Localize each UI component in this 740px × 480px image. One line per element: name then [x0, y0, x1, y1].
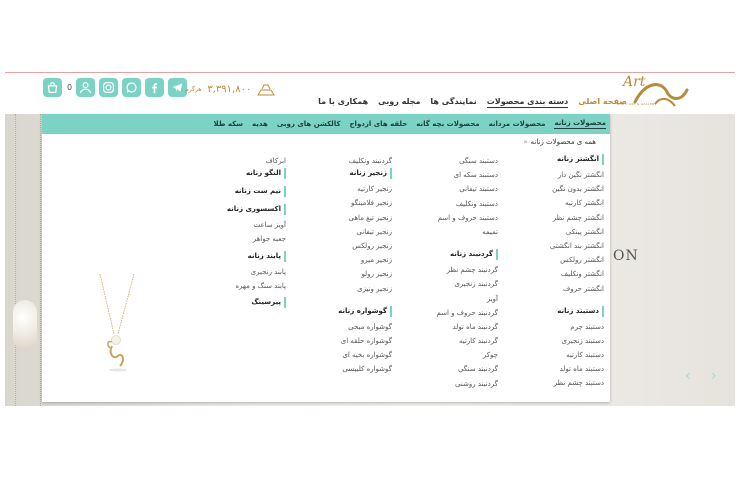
menu-link[interactable]: انگشتر چشم نظر [552, 213, 604, 222]
logo-subtitle: ROUYI ART & GALLERY [617, 102, 657, 106]
menu-col-rings-bracelets [518, 154, 604, 391]
nav-cooperation[interactable]: همکاری با ما [318, 97, 369, 106]
menu-col-bracelets-necklaces [402, 154, 498, 391]
all-women-link[interactable] [523, 138, 596, 146]
cat-men[interactable]: محصولات مردانه [488, 120, 546, 128]
menu-link[interactable]: دستبند حروف و اسم [437, 213, 498, 222]
menu-link[interactable]: گردنبند حروف و اسم [436, 308, 498, 317]
menu-link[interactable]: دستبند سنگی [459, 157, 498, 165]
menu-link[interactable]: دستبند زنجیری [561, 336, 604, 345]
slider-prev-icon[interactable]: ‹ [685, 368, 691, 384]
cat-kids[interactable]: محصولات بچه گانه [416, 120, 480, 128]
menu-link[interactable]: دستبند ماه تولد [559, 365, 604, 374]
heading-earrings[interactable]: گوشواره زنانه [302, 306, 392, 317]
cart-count: 0 [67, 83, 73, 92]
hero-pearl-decoration [13, 300, 37, 350]
menu-link[interactable]: گردنبند ماه تولد [452, 322, 498, 331]
nav-magazine[interactable]: مجله روبی [378, 97, 421, 106]
menu-link[interactable]: دستبند سکه ای [453, 171, 498, 180]
menu-link[interactable]: گردنبند سنگی [457, 365, 498, 374]
instagram-icon[interactable] [99, 78, 118, 97]
menu-link[interactable]: زنجیر کارتیه [357, 185, 392, 194]
menu-link[interactable]: پابند سنگ و مهره [235, 281, 286, 290]
menu-link[interactable]: زنجیر ونیزی [357, 284, 392, 293]
heading-bracelets[interactable]: دستبند زنانه [518, 306, 604, 317]
nav-home[interactable]: صفحه اصلی [578, 97, 627, 106]
menu-link[interactable]: گردنبند زنجیری [454, 280, 498, 289]
menu-link[interactable]: گردنبند روشنی [455, 379, 498, 388]
gold-price-value: ۳,۳۹۱,۸۰۰ [207, 83, 252, 95]
menu-link[interactable]: ابرکاف [265, 157, 286, 165]
menu-col-chains-earrings [302, 154, 392, 376]
menu-link[interactable]: زنجیر تیغ ماهی [348, 213, 392, 222]
menu-link[interactable]: زنجیر تیفانی [356, 227, 392, 236]
menu-link[interactable]: آویز ساعت [253, 221, 286, 230]
site-logo[interactable] [617, 74, 697, 112]
category-bar [42, 114, 610, 134]
cart-icon[interactable] [43, 78, 62, 97]
menu-link[interactable]: انگشتر کارتیه [565, 199, 604, 208]
menu-link[interactable]: گوشواره حلقه ای [340, 336, 392, 345]
menu-link[interactable]: دستبند تیفانی [459, 185, 498, 194]
menu-link[interactable]: انگشتر بند انگشتی [549, 241, 604, 250]
menu-link[interactable]: گردنبند چشم نظر [446, 266, 498, 275]
cat-collections[interactable]: کالکشن های روبی [276, 120, 341, 128]
heading-rings[interactable]: انگشتر زنانه [518, 154, 604, 165]
cat-women[interactable]: محصولات زنانه [554, 119, 606, 127]
menu-link[interactable]: انگشتر بدون نگین [552, 185, 604, 194]
menu-link[interactable]: انگشتر نگین دار [557, 171, 604, 179]
heading-necklaces[interactable]: گردنبند زنانه [402, 249, 498, 260]
nav-categories[interactable]: دسته بندی محصولات [486, 97, 569, 106]
menu-link[interactable]: آویز [486, 294, 498, 303]
menu-link[interactable]: چوکر [482, 351, 498, 360]
menu-col-accessories [196, 154, 286, 311]
slider-next-icon[interactable]: › [711, 368, 717, 384]
nav-agencies[interactable]: نمایندگی ها [430, 97, 477, 106]
mega-menu [42, 114, 610, 402]
chevron-left-icon: « [523, 138, 528, 146]
heading-piercing[interactable]: پیرسینگ [196, 297, 286, 308]
gold-bar-icon [257, 82, 275, 96]
menu-link[interactable]: دستبند چشم نظر [553, 379, 604, 388]
hero-text: ON [613, 248, 639, 264]
pendant-image [96, 274, 136, 374]
menu-link[interactable]: انگشتر حروف [562, 284, 604, 293]
menu-link[interactable]: دستبند کارتیه [566, 351, 604, 360]
main-nav [318, 97, 627, 108]
menu-link[interactable]: جعبه جواهر [252, 235, 286, 244]
heading-bangles[interactable]: النگو زنانه [196, 168, 286, 179]
cat-wedding-rings[interactable]: حلقه های ازدواج [349, 120, 408, 128]
cat-gold-coin[interactable]: سکه طلا [213, 120, 244, 128]
heading-chains[interactable]: زنجیر زنانه [302, 168, 392, 179]
heading-accessories[interactable]: اکسسوری زنانه [196, 204, 286, 215]
heading-half-set[interactable]: نیم ست زنانه [196, 186, 286, 197]
menu-link[interactable]: انگشتر رولکس [560, 256, 604, 265]
menu-link[interactable]: زنجیر میرو [360, 256, 392, 265]
facebook-icon[interactable] [145, 78, 164, 97]
menu-link[interactable]: تمیمه [482, 227, 498, 236]
whatsapp-icon[interactable] [122, 78, 141, 97]
menu-link[interactable]: زنجیر فلامینگو [350, 199, 392, 208]
cat-gift[interactable]: هدیه [252, 120, 268, 128]
logo-text: Art [623, 74, 646, 90]
menu-link[interactable]: گوشواره بخیه ای [342, 351, 392, 360]
gold-price [185, 82, 275, 96]
menu-link[interactable]: انگشتر پینکی [565, 227, 604, 236]
header-icons [43, 78, 187, 97]
heading-anklets[interactable]: پابند زنانه [196, 251, 286, 262]
menu-link[interactable]: پابند زنجیری [250, 267, 286, 276]
menu-link[interactable]: دستبند چرم [570, 322, 604, 331]
menu-link[interactable]: زنجیر رولکس [352, 241, 392, 250]
menu-link[interactable]: گردنبند ونکلیف [348, 157, 392, 165]
hero-chain-decoration [15, 114, 41, 406]
site-header [5, 74, 735, 114]
menu-link[interactable]: گوشواره میخی [348, 322, 392, 331]
user-icon[interactable] [76, 78, 95, 97]
all-women-label: همه ی محصولات زنانه [530, 138, 596, 146]
gold-price-unit: هرگرم [185, 85, 202, 93]
menu-link[interactable]: گردنبند کارتیه [458, 337, 498, 346]
top-divider [5, 72, 735, 73]
menu-link[interactable]: زنجیر رولو [361, 270, 392, 279]
menu-link[interactable]: انگشتر ونکلیف [560, 270, 604, 279]
menu-link[interactable]: گوشواره کلیپسی [342, 365, 392, 374]
menu-link[interactable]: دستبند ونکلیف [455, 199, 498, 208]
